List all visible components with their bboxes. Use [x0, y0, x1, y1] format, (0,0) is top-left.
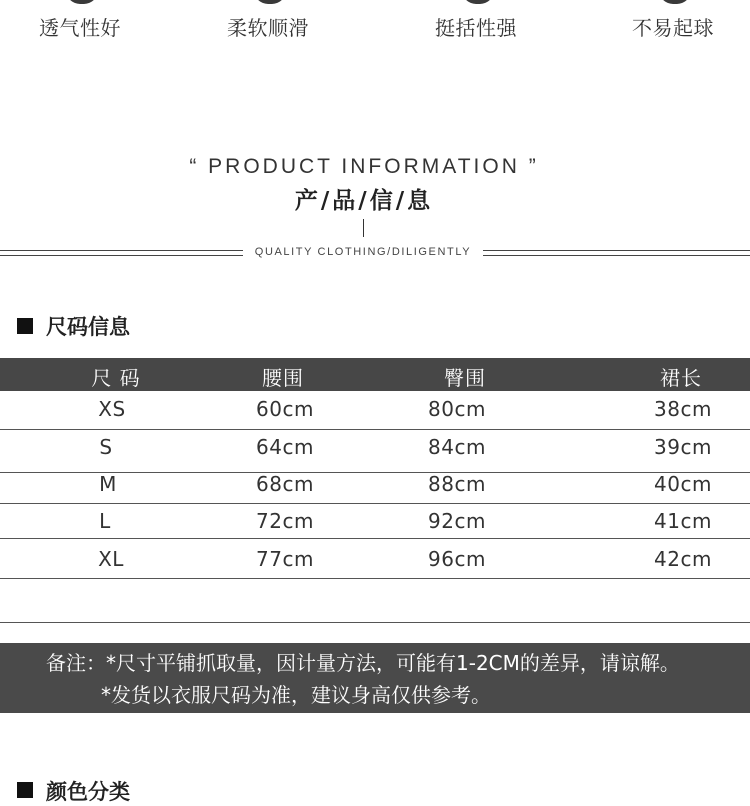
cell-hip: 84cm: [428, 435, 486, 459]
divider-left: [0, 250, 243, 256]
cell-waist: 64cm: [256, 435, 314, 459]
row-divider: [0, 503, 750, 504]
feature-label: 不易起球: [632, 16, 714, 40]
cell-length: 39cm: [654, 435, 712, 459]
section-heading-english: “ PRODUCT INFORMATION ”: [189, 155, 539, 178]
cell-hip: 80cm: [428, 397, 486, 421]
cell-waist: 77cm: [256, 547, 314, 571]
header-size: 尺 码: [91, 366, 141, 390]
tagline: QUALITY CLOTHING/DILIGENTLY: [254, 246, 472, 258]
cell-waist: 72cm: [256, 509, 314, 533]
section-bullet-icon: [17, 782, 33, 798]
note-box: [0, 643, 750, 713]
divider-vertical: [363, 219, 364, 237]
cell-length: 38cm: [654, 397, 712, 421]
feature-label: 透气性好: [39, 16, 121, 40]
row-divider: [0, 538, 750, 539]
table-header: [0, 358, 750, 391]
feature-icon: [659, 0, 691, 4]
header-hip: 臀围: [444, 366, 486, 390]
color-section-title: 颜色分类: [46, 780, 130, 804]
divider-right: [483, 250, 750, 256]
cell-size: S: [99, 435, 113, 459]
cell-size: M: [99, 472, 117, 496]
note-line-1: 备注：*尺寸平铺抓取量，因计量方法，可能有1-2CM的差异，请谅解。: [46, 651, 680, 675]
section-heading-chinese: 产/品/信/息: [294, 188, 434, 214]
cell-hip: 92cm: [428, 509, 486, 533]
header-length: 裙长: [660, 366, 702, 390]
cell-waist: 60cm: [256, 397, 314, 421]
cell-length: 42cm: [654, 547, 712, 571]
cell-length: 41cm: [654, 509, 712, 533]
feature-icon: [462, 0, 494, 4]
cell-waist: 68cm: [256, 472, 314, 496]
feature-icon: [254, 0, 286, 4]
cell-hip: 88cm: [428, 472, 486, 496]
feature-icon: [66, 0, 98, 4]
table-bottom-divider: [0, 622, 750, 623]
cell-hip: 96cm: [428, 547, 486, 571]
feature-label: 挺括性强: [435, 16, 517, 40]
feature-label: 柔软顺滑: [227, 16, 309, 40]
cell-size: XS: [98, 397, 126, 421]
note-line-2: *发货以衣服尺码为准，建议身高仅供参考。: [101, 683, 491, 707]
cell-size: XL: [98, 547, 124, 571]
cell-length: 40cm: [654, 472, 712, 496]
section-bullet-icon: [17, 318, 33, 334]
header-waist: 腰围: [262, 366, 304, 390]
row-divider: [0, 578, 750, 579]
cell-size: L: [99, 509, 111, 533]
row-divider: [0, 429, 750, 430]
size-section-title: 尺码信息: [46, 315, 130, 339]
